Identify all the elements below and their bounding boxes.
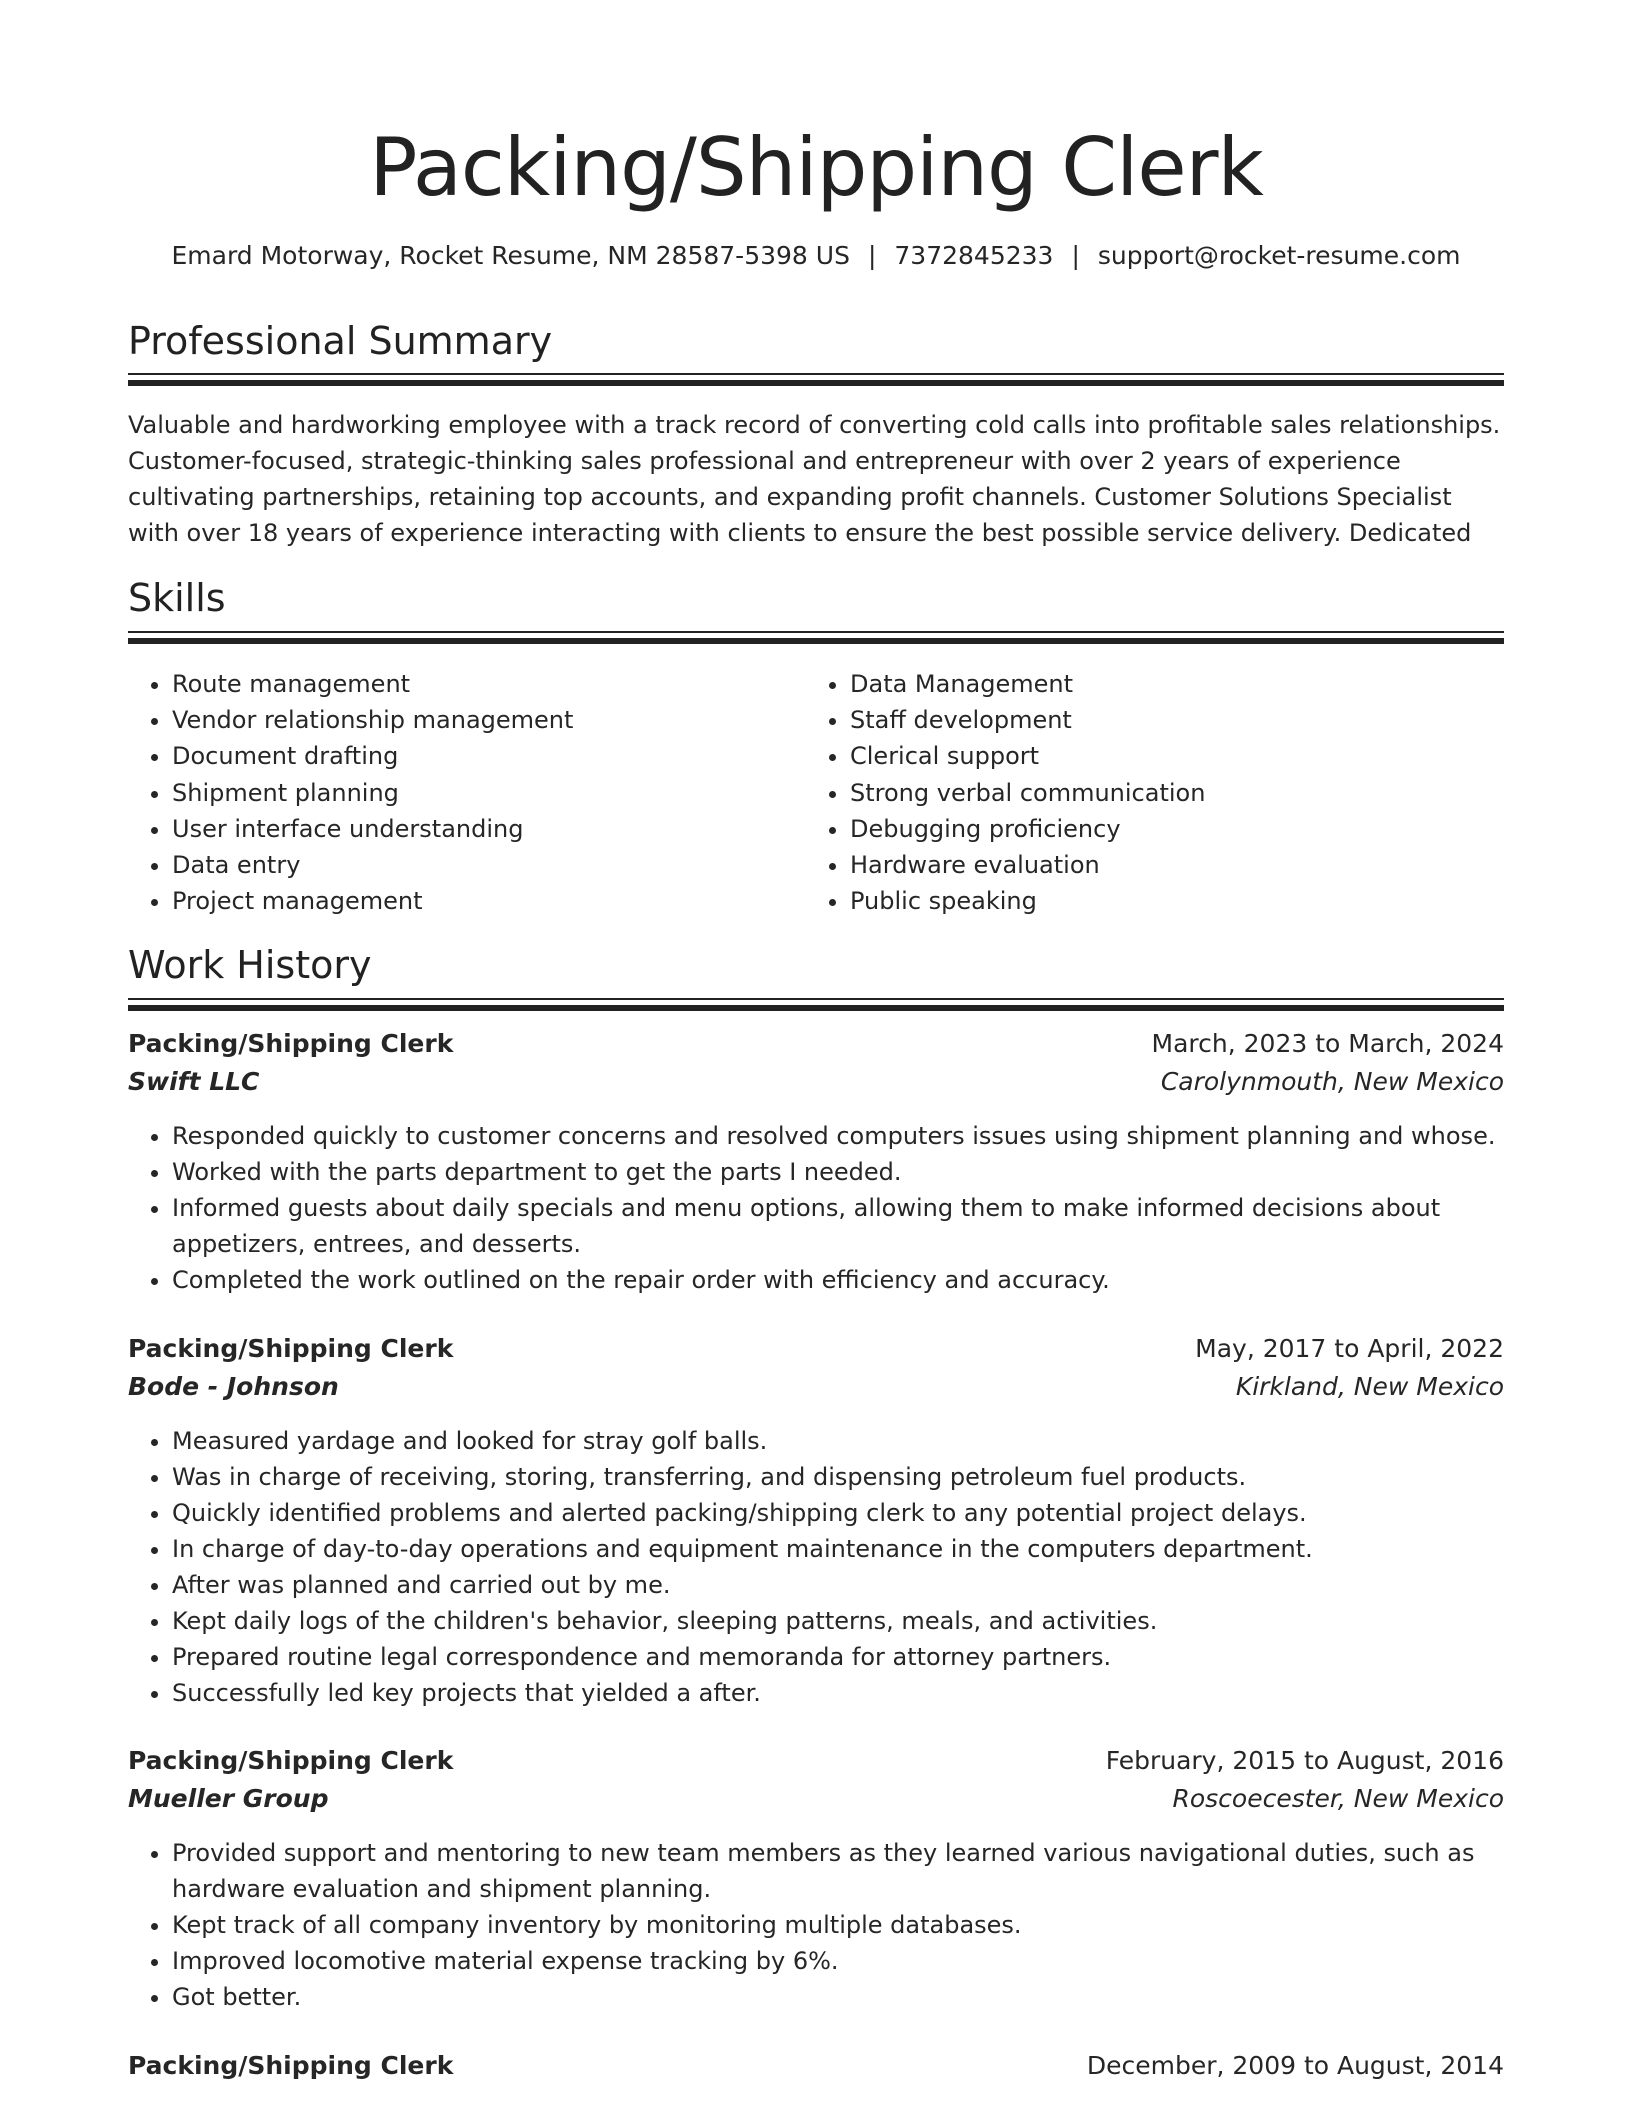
job-location: Carolynmouth, New Mexico — [1160, 1067, 1504, 1096]
job-title: Packing/Shipping Clerk — [128, 1746, 454, 1775]
job-bullet: • Got better. — [172, 1979, 1548, 2015]
skill-item: • Data entry — [172, 847, 812, 883]
job-dates: May, 2017 to April, 2022 — [1195, 1334, 1504, 1363]
job-bullet: • In charge of day-to-day operations and equipment maintenance in the computers department. — [172, 1531, 1548, 1567]
section-title-work-history: Work History — [128, 943, 372, 987]
job-bullet: • Completed the work outlined on the repair order with efficiency and accuracy. — [172, 1262, 1548, 1298]
job-bullet: • Provided support and mentoring to new team members as they learned various navigational duties, such as hardware evaluation and shipment planning. — [172, 1835, 1548, 1907]
job-bullet: • Quickly identified problems and alerted packing/shipping clerk to any potential project delays. — [172, 1495, 1548, 1531]
job-bullet: • Prepared routine legal correspondence and memoranda for attorney partners. — [172, 1639, 1548, 1675]
summary-text: Valuable and hardworking employee with a track record of converting cold calls into profitable sales relationships. Customer-focused, strategic-thinking sales professional and entrepreneur with over 2 years of experience cultivating partnerships, retaining top accounts, and expanding profit channels. Customer Solutions Specialist with over 18 years of experience interacting with clients to ensure the best possible service delivery. Dedicated — [128, 411, 1501, 547]
skill-item: • Strong verbal communication — [850, 775, 1490, 811]
job-company: Swift LLC — [128, 1067, 260, 1096]
skill-item: • Hardware evaluation — [850, 847, 1490, 883]
contact-email: support@rocket-resume.com — [1097, 241, 1461, 270]
contact-line — [128, 240, 1504, 272]
skill-item: • Staff development — [850, 702, 1490, 738]
skill-item: • Debugging proficiency — [850, 811, 1490, 847]
job-bullets — [128, 1835, 1548, 2015]
skills-column-left — [128, 666, 812, 919]
job-dates: February, 2015 to August, 2016 — [1105, 1746, 1504, 1775]
job-location: Kirkland, New Mexico — [1235, 1372, 1504, 1401]
job-bullet: • Successfully led key projects that yielded a after. — [172, 1675, 1548, 1711]
job-bullet: • Kept daily logs of the children's behavior, sleeping patterns, meals, and activities. — [172, 1603, 1548, 1639]
job-title: Packing/Shipping Clerk — [128, 1029, 454, 1058]
skill-item: • Document drafting — [172, 738, 812, 774]
job-bullets — [128, 1423, 1548, 1711]
skill-item: • Route management — [172, 666, 812, 702]
contact-separator: | — [867, 241, 877, 270]
job-dates: March, 2023 to March, 2024 — [1151, 1029, 1504, 1058]
job-bullet: • Improved locomotive material expense tracking by 6%. — [172, 1943, 1548, 1979]
job-bullet: • Was in charge of receiving, storing, transferring, and dispensing petroleum fuel products. — [172, 1459, 1548, 1495]
job-title: Packing/Shipping Clerk — [128, 2051, 454, 2080]
skills-column-right — [806, 666, 1490, 919]
job-dates: December, 2009 to August, 2014 — [1086, 2051, 1504, 2080]
job-bullet: • Informed guests about daily specials and menu options, allowing them to make informed decisions about appetizers, entrees, and desserts. — [172, 1190, 1548, 1262]
job-bullets — [128, 1118, 1548, 1298]
job-bullet: • Responded quickly to customer concerns and resolved computers issues using shipment planning and whose. — [172, 1118, 1548, 1154]
job-bullet: • Measured yardage and looked for stray golf balls. — [172, 1423, 1548, 1459]
contact-separator: | — [1071, 241, 1080, 270]
job-company: Mueller Group — [128, 1784, 329, 1813]
job-company: Bode - Johnson — [128, 1372, 339, 1401]
job-bullet: • Kept track of all company inventory by monitoring multiple databases. — [172, 1907, 1548, 1943]
skill-item: • Clerical support — [850, 738, 1490, 774]
section-divider — [128, 631, 1504, 644]
contact-address: Emard Motorway, Rocket Resume, NM 28587-5398 US — [171, 241, 850, 270]
job-location: Roscoecester, New Mexico — [1172, 1784, 1504, 1813]
job-bullet: • After was planned and carried out by me. — [172, 1567, 1548, 1603]
skill-item: • Shipment planning — [172, 775, 812, 811]
section-divider — [128, 373, 1504, 386]
contact-phone: 7372845233 — [894, 241, 1054, 270]
job-bullet: • Worked with the parts department to get the parts I needed. — [172, 1154, 1548, 1190]
skill-item: • Data Management — [850, 666, 1490, 702]
section-title-skills: Skills — [128, 576, 226, 620]
job-title: Packing/Shipping Clerk — [128, 1334, 454, 1363]
skill-item: • Vendor relationship management — [172, 702, 812, 738]
section-divider — [128, 998, 1504, 1011]
skill-item: • User interface understanding — [172, 811, 812, 847]
skill-item: • Project management — [172, 883, 812, 919]
resume-name-title: Packing/Shipping Clerk — [369, 121, 1263, 214]
section-title-summary: Professional Summary — [128, 319, 553, 363]
skill-item: • Public speaking — [850, 883, 1490, 919]
